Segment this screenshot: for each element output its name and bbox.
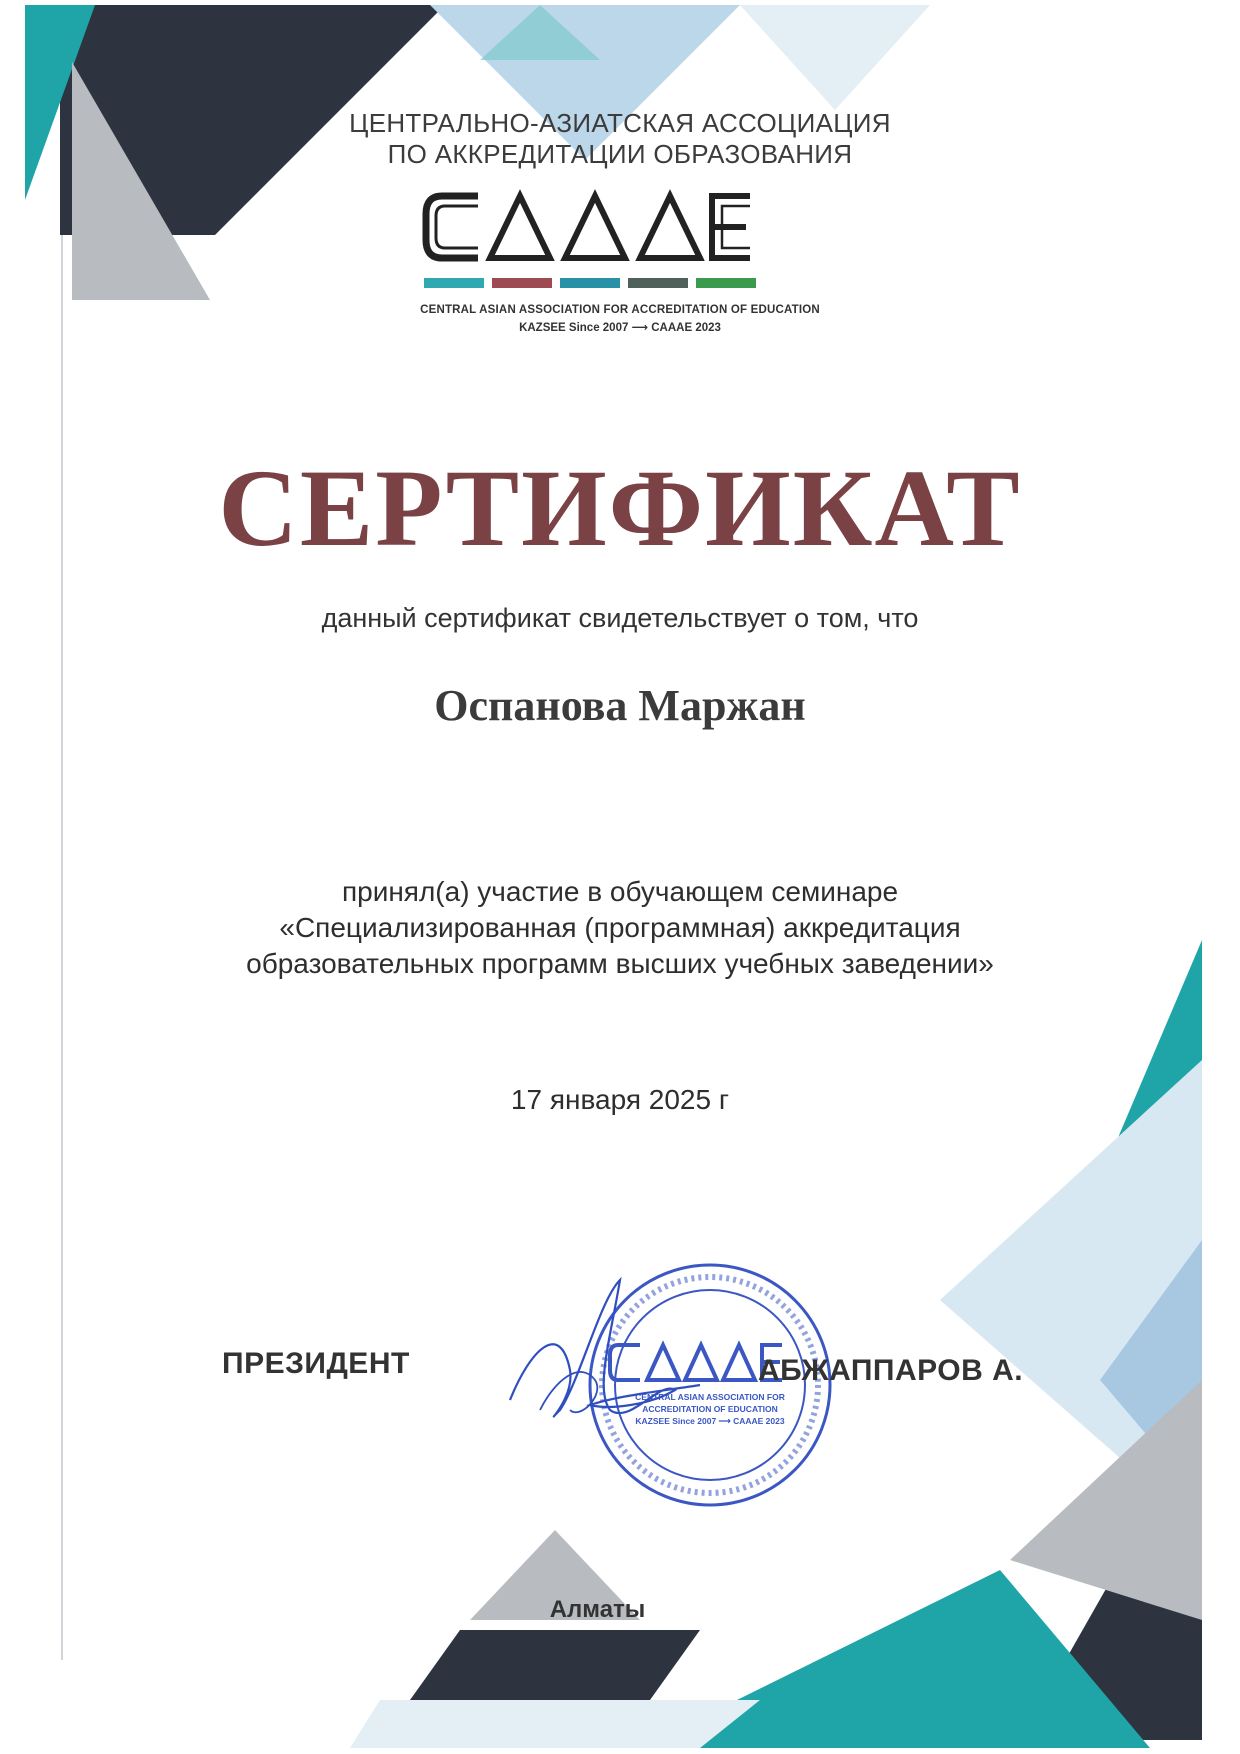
certificate-body (0, 874, 1240, 982)
city: Алматы (549, 1596, 646, 1623)
stamp-line-3: KAZSEE Since 2007 ⟶ CAAAE 2023 (635, 1416, 785, 1426)
logo-letter-a1 (490, 196, 550, 258)
signatory-role: ПРЕЗИДЕНТ (222, 1347, 410, 1380)
stamp-line-2: ACCREDITATION OF EDUCATION (642, 1404, 778, 1414)
signatory-name: АБЖАППАРОВ А. (758, 1354, 1024, 1387)
logo-letter-a2 (565, 196, 625, 258)
caaae-logo (420, 188, 820, 298)
body-line-2: «Специализированная (программная) аккредитация (279, 912, 961, 943)
association-name-line2: ПО АККРЕДИТАЦИИ ОБРАЗОВАНИЯ (387, 139, 853, 169)
certificate-date: 17 января 2025 г (510, 1084, 730, 1115)
certificate-intro: данный сертификат свидетельствует о том, что (321, 603, 919, 633)
association-name-line1: ЦЕНТРАЛЬНО-АЗИАТСКАЯ АССОЦИАЦИЯ (349, 108, 891, 138)
official-stamp (500, 1260, 840, 1520)
logo-bar-2 (492, 278, 552, 288)
logo-bar-4 (628, 278, 688, 288)
association-name-en: CENTRAL ASIAN ASSOCIATION FOR ACCREDITATION OF EDUCATION (420, 304, 820, 316)
logo-bar-5 (696, 278, 756, 288)
association-history: KAZSEE Since 2007 ⟶ CAAAE 2023 (519, 322, 721, 334)
logo-bar-3 (560, 278, 620, 288)
body-line-1: принял(а) участие в обучающем семинаре (341, 876, 899, 907)
deco-pale-bottom (350, 1700, 760, 1748)
certificate-title: СЕРТИФИКАТ (218, 447, 1022, 569)
deco-dark-bottom (410, 1630, 700, 1700)
body-line-3: образовательных программ высших учебных заведении» (246, 948, 994, 979)
association-name-ru (0, 108, 1240, 170)
deco-pale-top (740, 5, 930, 110)
recipient-name: Оспанова Маржан (434, 681, 806, 730)
logo-letter-a3 (640, 196, 700, 258)
logo-bar-1 (424, 278, 484, 288)
stamp-line-1: CENTRAL ASIAN ASSOCIATION FOR (635, 1392, 785, 1402)
